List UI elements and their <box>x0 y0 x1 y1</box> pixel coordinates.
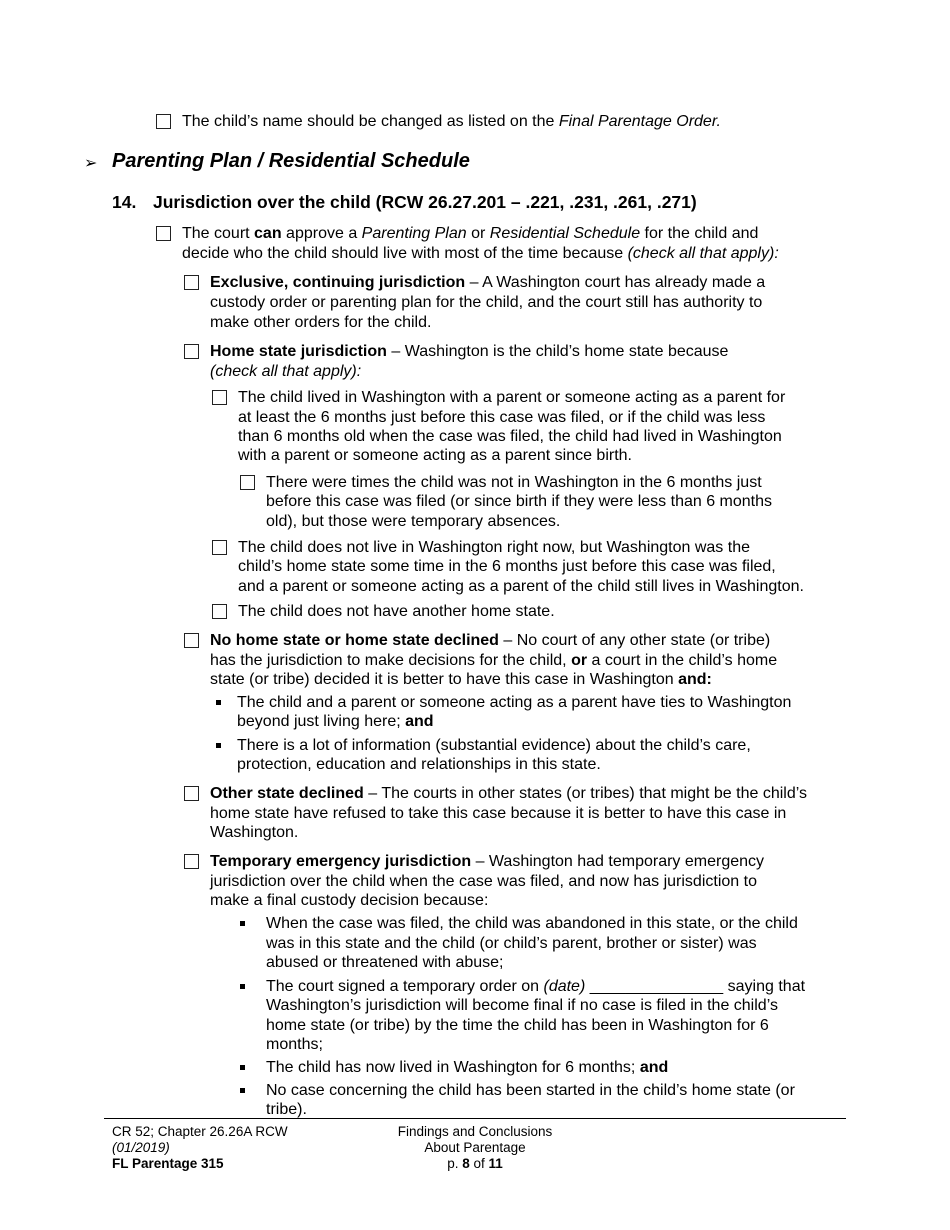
home-state-opt1-sub-line-2: before this case was filed (or since birth if they were less than 6 months <box>266 493 773 510</box>
name-change-checkbox[interactable] <box>156 114 171 129</box>
temporary-bullet-2-line-3: home state (or tribe) by the time the child has been in Washington for 6 <box>266 1017 769 1034</box>
other-state-line-3: Washington. <box>210 824 299 841</box>
temporary-line-2: jurisdiction over the child when the case was filed, and now has jurisdiction to <box>210 873 757 890</box>
home-state-opt1-checkbox[interactable] <box>212 390 227 405</box>
home-state-checkbox[interactable] <box>184 344 199 359</box>
section-title: Parenting Plan / Residential Schedule <box>112 150 470 172</box>
temporary-bullet-2-line-2: Washington’s jurisdiction will become final if no case is filed in the child’s <box>266 997 778 1014</box>
arrow-bullet-icon: ➢ <box>84 155 98 172</box>
exclusive-line-2: custody order or parenting plan for the child, and the court still has authority to <box>210 294 763 311</box>
bullet-square-icon <box>240 1088 245 1093</box>
home-state-opt2-line-2: child’s home state some time in the 6 months just before this case was filed, <box>238 558 776 575</box>
name-change-text: The child’s name should be changed as listed on the Final Parentage Order. <box>182 113 721 130</box>
home-state-opt1-sub-line-3: old), but those were temporary absences. <box>266 513 561 530</box>
temporary-bullet-4-line-2: tribe). <box>266 1101 307 1118</box>
temporary-bullet-1-line-2: was in this state and the child (or child’s parent, brother or sister) was <box>266 935 757 952</box>
footer-page-number: p. 8 of 11 <box>447 1156 503 1171</box>
can-approve-line-1: The court can approve a Parenting Plan or Residential Schedule for the child and <box>182 225 759 242</box>
item-title: Jurisdiction over the child (RCW 26.27.201 – .221, .231, .261, .271) <box>153 192 697 212</box>
can-approve-line-2: decide who the child should live with most of the time because (check all that apply): <box>182 245 779 262</box>
home-state-opt1-line-3: than 6 months old when the case was filed, the child had lived in Washington <box>238 428 782 445</box>
home-state-opt1-sub-checkbox[interactable] <box>240 475 255 490</box>
no-home-state-line-2: has the jurisdiction to make decisions for the child, or a court in the child’s home <box>210 652 778 669</box>
no-home-bullet-2-line-1: There is a lot of information (substantial evidence) about the child’s care, <box>237 737 751 754</box>
no-home-state-line-3: state (or tribe) decided it is better to have this case in Washington and: <box>210 671 712 688</box>
home-state-opt1-line-4: with a parent or someone acting as a parent since birth. <box>238 447 632 464</box>
bullet-square-icon <box>240 984 245 989</box>
no-home-state-line-1: No home state or home state declined – No court of any other state (or tribe) <box>210 632 771 649</box>
temporary-bullet-2-line-4: months; <box>266 1036 323 1053</box>
footer-title-line-1: Findings and Conclusions <box>397 1124 553 1139</box>
other-state-line-1: Other state declined – The courts in other states (or tribes) that might be the child’s <box>210 785 808 802</box>
footer-title-line-2: About Parentage <box>424 1140 526 1155</box>
bullet-square-icon <box>216 743 221 748</box>
bullet-square-icon <box>240 921 245 926</box>
temporary-bullet-3-line: The child has now lived in Washington for 6 months; and <box>266 1059 669 1076</box>
temporary-bullet-1-line-1: When the case was filed, the child was abandoned in this state, or the child <box>266 915 798 932</box>
home-state-opt3-checkbox[interactable] <box>212 604 227 619</box>
bullet-square-icon <box>216 700 221 705</box>
temporary-bullet-2-line-1: The court signed a temporary order on (date) _______________ saying that <box>266 978 806 995</box>
footer-form-date: (01/2019) <box>112 1140 170 1155</box>
temporary-emergency-checkbox[interactable] <box>184 854 199 869</box>
home-state-line-2: (check all that apply): <box>210 363 362 380</box>
no-home-state-checkbox[interactable] <box>184 633 199 648</box>
footer-citation: CR 52; Chapter 26.26A RCW <box>112 1124 288 1139</box>
exclusive-line-3: make other orders for the child. <box>210 314 432 331</box>
temporary-bullet-4-line-1: No case concerning the child has been started in the child’s home state (or <box>266 1082 795 1099</box>
can-approve-checkbox[interactable] <box>156 226 171 241</box>
exclusive-line-1: Exclusive, continuing jurisdiction – A Washington court has already made a <box>210 274 766 291</box>
bullet-square-icon <box>240 1065 245 1070</box>
home-state-line-1: Home state jurisdiction – Washington is the child’s home state because <box>210 343 729 360</box>
temporary-bullet-1-line-3: abused or threatened with abuse; <box>266 954 504 971</box>
home-state-opt2-checkbox[interactable] <box>212 540 227 555</box>
home-state-opt1-line-2: at least the 6 months just before this case was filed, or if the child was less <box>238 409 766 426</box>
other-state-line-2: home state have refused to take this case because it is better to have this case in <box>210 805 787 822</box>
exclusive-checkbox[interactable] <box>184 275 199 290</box>
no-home-bullet-1-line-2: beyond just living here; and <box>237 713 434 730</box>
home-state-opt2-line-1: The child does not live in Washington right now, but Washington was the <box>238 539 750 556</box>
no-home-bullet-2-line-2: protection, education and relationships in this state. <box>237 756 601 773</box>
temporary-line-1: Temporary emergency jurisdiction – Washington had temporary emergency <box>210 853 765 870</box>
home-state-opt2-line-3: and a parent or someone acting as a parent of the child still lives in Washington. <box>238 578 804 595</box>
footer-form-id: FL Parentage 315 <box>112 1156 224 1171</box>
home-state-opt3-line: The child does not have another home state. <box>238 603 555 620</box>
other-state-checkbox[interactable] <box>184 786 199 801</box>
no-home-bullet-1-line-1: The child and a parent or someone acting as a parent have ties to Washington <box>237 694 792 711</box>
footer-divider <box>104 1118 846 1119</box>
home-state-opt1-sub-line-1: There were times the child was not in Washington in the 6 months just <box>266 474 762 491</box>
home-state-opt1-line-1: The child lived in Washington with a parent or someone acting as a parent for <box>238 389 786 406</box>
item-number: 14. <box>112 192 137 212</box>
temporary-line-3: make a final custody decision because: <box>210 892 489 909</box>
